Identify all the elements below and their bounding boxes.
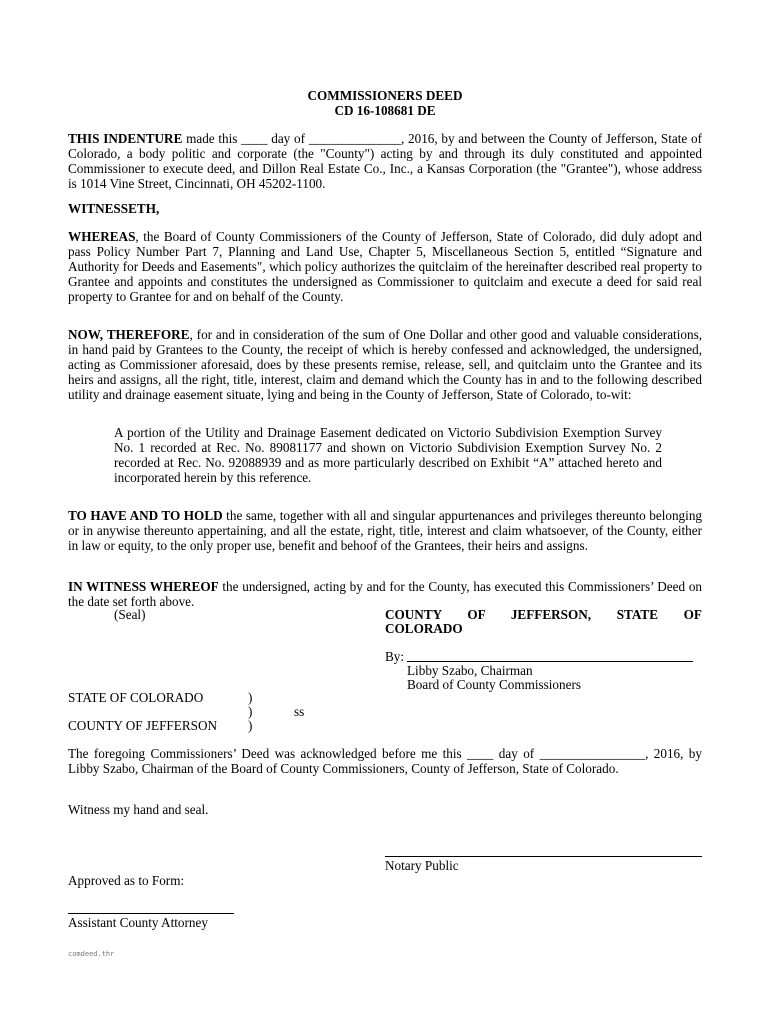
indenture-paragraph (68, 131, 702, 191)
approved-as-to-form: Approved as to Form: (68, 873, 185, 888)
now-therefore-paragraph (68, 327, 702, 402)
in-witness-paragraph (68, 579, 702, 609)
notary-signature-line (385, 856, 702, 857)
whereas-lead: WHEREAS (68, 229, 136, 244)
whereas-text: , the Board of County Commissioners of the County of Jefferson, State of Colorado, did duly adopt and pass Policy Number Part 7, Planning and Land Use, Chapter 5, Miscellaneous Section 5, entitled “Signature and Authority for Deeds and Easements", which policy authorizes the quitclaim of the hereinafter described real property to Grantee and appoints and constitutes the undersigned as Commissioner to quitclaim and execute a deed for said real property to Grantee for and on behalf of the County. (68, 229, 702, 304)
now-therefore-lead: NOW, THEREFORE (68, 327, 190, 342)
county-signature-line1: COUNTY OF JEFFERSON, STATE OF (385, 607, 702, 622)
habendum-paragraph (68, 508, 702, 553)
indenture-text: made this ____ day of ______________, 2016, by and between the County of Jefferson, State of Colorado, a body politic and corporate (the "County") acting by and through its duly constituted and appointed Commissioner to execute deed, and Dillon Real Estate Co., Inc., a Kansas Corporation (the "Grantee"), whose address is 1014 Vine Street, Cincinnati, OH 45202-1100. (68, 131, 702, 191)
habendum-text: the same, together with all and singular appurtenances and privileges thereunto belonging or in anywise thereunto appertaining, and all the estate, right, title, interest and claim whatsoever, of the County, either in law or equity, to the only proper use, benefit and behoof of the Grantees, their heirs and assigns. (68, 508, 703, 553)
county-signature-line2: COLORADO (385, 621, 463, 636)
by-label: By: (385, 649, 405, 664)
venue-paren-3: ) (248, 718, 253, 733)
chairman-signature-line (407, 661, 693, 662)
witness-hand-text: Witness my hand and seal. (68, 802, 209, 817)
whereas-paragraph (68, 229, 702, 304)
deed-number: CD 16-108681 DE (334, 103, 436, 118)
venue-ss: ss (294, 704, 305, 719)
in-witness-lead: IN WITNESS WHEREOF (68, 579, 219, 594)
indenture-lead: THIS INDENTURE (68, 131, 183, 146)
now-therefore-text: , for and in consideration of the sum of One Dollar and other good and valuable considerations, in hand paid by Grantees to the County, the receipt of which is hereby confessed and acknowledged, the undersigned, acting as Commissioner aforesaid, does by these presents remise, release, sell, and quitclaim unto the Grantee and its heirs and assigns, all the right, title, interest, claim and demand which the County has in and to the following described utility and drainage easement situate, lying and being in the County of Jefferson, State of Colorado, to-wit: (68, 327, 702, 402)
signer-name: Libby Szabo, Chairman (407, 663, 533, 678)
document-title: COMMISSIONERS DEED (307, 88, 463, 103)
venue-paren-2: ) (248, 704, 253, 719)
attorney-label: Assistant County Attorney (68, 915, 208, 930)
witnesseth-heading: WITNESSETH, (68, 201, 160, 216)
venue-paren-1: ) (248, 690, 253, 705)
in-witness-text: the undersigned, acting by and for the County, has executed this Commissioners’ Deed on the date set forth above. (68, 579, 703, 609)
attorney-signature-line (68, 913, 234, 914)
signer-title: Board of County Commissioners (407, 677, 582, 692)
venue-state: STATE OF COLORADO (68, 690, 204, 705)
acknowledgment-paragraph: The foregoing Commissioners’ Deed was acknowledged before me this ____ day of ________________, 2016, by Libby Szabo, Chairman of the Board of County Commissioners, County of Jefferson, State of Colorado. (68, 746, 702, 776)
property-description: A portion of the Utility and Drainage Easement dedicated on Victorio Subdivision Exemption Survey No. 1 recorded at Rec. No. 89081177 and shown on Victorio Subdivision Exemption Survey No. 2 recorded at Rec. No. 92088939 and as more particularly described on Exhibit “A” attached hereto and incorporated herein by this reference. (114, 425, 662, 485)
habendum-lead: TO HAVE AND TO HOLD (68, 508, 223, 523)
footer-filename: comdeed.thr (68, 950, 115, 958)
seal-label: (Seal) (114, 607, 146, 622)
notary-label: Notary Public (385, 858, 459, 873)
venue-county: COUNTY OF JEFFERSON (68, 718, 217, 733)
